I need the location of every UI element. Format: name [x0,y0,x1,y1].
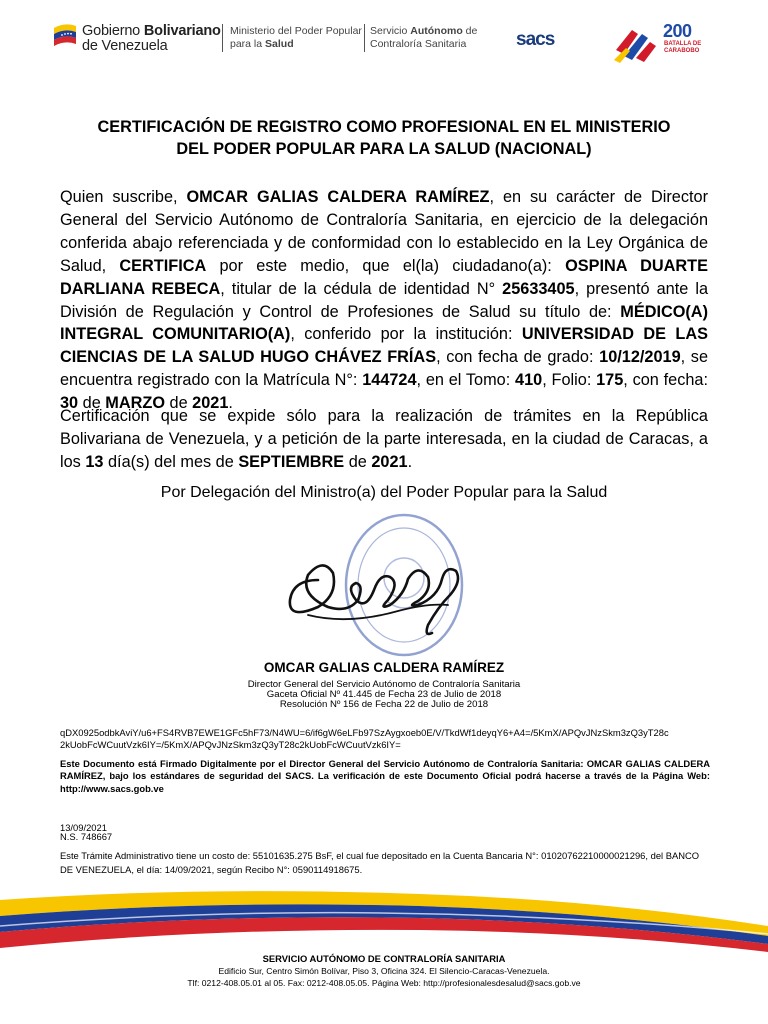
handwritten-signature [278,545,468,645]
document-date: 13/09/2021 [60,822,107,833]
issuance-paragraph: Certificación que se expide sólo para la realización de trámites en la República Bolivariana de Venezuela, y a petición de la parte interesada, en la ciudad de Caracas, a los 13 día(s) del mes de SEPTIEMBRE de 2021. [60,407,708,471]
signer-name: OMCAR GALIAS CALDERA RAMÍREZ [263,660,505,675]
signer-name-inline: OMCAR GALIAS CALDERA RAMÍREZ [186,188,490,206]
header-divider [364,24,365,52]
certificate-title: CERTIFICACIÓN DE REGISTRO COMO PROFESIONAL EN EL MINISTERIO DEL PODER POPULAR PARA LA SALUD (NACIONAL) [97,118,671,158]
digital-signature-note: Este Documento está Firmado Digitalmente por el Director General del Servicio Autónomo de Contraloría Sanitaria: OMCAR GALIAS CALDERA RAMÍREZ, bajo los estándares de seguridad del SACS. La verificación de este Documento Oficial podrá hacerse a través de la Página Web: http://www.sacs.gob.ve [60,758,710,794]
footer-address: Edificio Sur, Centro Simón Bolívar, Piso 3, Oficina 324. El Silencio-Caracas-Venezuela. [218,966,550,976]
bicentenario-number: 200 [663,21,692,41]
signer-gaceta: Gaceta Oficial Nº 41.445 de Fecha 23 de Julio de 2018 [266,689,502,700]
venezuela-flag-logo-icon [50,20,80,50]
sacs-label: Servicio Autónomo de Contraloría Sanitaria [370,25,478,50]
document-ns-number: N.S. 748667 [60,831,113,842]
degree-title: MÉDICO(A) INTEGRAL COMUNITARIO(A) [60,302,708,344]
document-header [0,0,768,72]
signer-role: Director General del Servicio Autónomo de Contraloría Sanitaria [247,679,521,690]
id-number: 25633405 [502,279,575,298]
matricula-number: 144724 [362,371,417,390]
grade-date: 10/12/2019 [599,348,681,367]
sacs-logo: sacs [516,29,555,50]
digital-signature-hash: qDX0925odbkAviY/u6+FS4RVB7EWE1GFc5hF73/N4WU=6/if6gW6eLFb97SzAygxoeb0E/V/TkdWf1deyqY6+A4=/5KmX/APQvJNzSkm3zQ3yT28c 2kUobFcWCuutVzk6IY=/5KmX/APQvJNzSkm3zQ3yT28c2kUobFcWCuutVzk6IY= [60,727,669,751]
payment-note: Este Trámite Administrativo tiene un costo de: 55101635.275 BsF, el cual fue depositado en la Cuenta Bancaria N°: 01020762210000021296, del BANCO DE VENEZUELA, el día: 14/09/2021, según Recibo N°: 0590114918675. [60,850,700,875]
signer-resolution: Resolución Nº 156 de Fecha 22 de Julio de 2018 [279,699,489,710]
gobierno-bolivariano-logo-text: Gobierno Bolivariano de Venezuela [82,23,221,54]
ministry-label: Ministerio del Poder Popular para la Salud [230,25,362,50]
certification-paragraph: Quien suscribe, OMCAR GALIAS CALDERA RAMÍREZ, en su carácter de Director General del Servicio Autónomo de Contraloría Sanitaria, en ejercicio de la delegación conferida abajo referenciada y de conformidad con lo establecido en la Ley Orgánica de Salud, CERTIFICA por este medio, que el(la) ciudadano(a): OSPINA DUARTE DARLIANA REBECA, titular de la cédula de identidad N° 25633405, presentó ante la División de Regulación y Control de Profesiones de Salud su título de: MÉDICO(A) INTEGRAL COMUNITARIO(A), conferido por la institución: UNIVERSIDAD DE LAS CIENCIAS DE LA SALUD HUGO CHÁVEZ FRÍAS, con fecha de grado: 10/12/2019, se encuentra registrado con la Matrícula N°: 144724, en el Tomo: 410, Folio: 175, con fecha: 30 de MARZO de 2021. [60,188,708,413]
institution-name: UNIVERSIDAD DE LAS CIENCIAS DE LA SALUD HUGO CHÁVEZ FRÍAS [60,325,708,367]
footer-contact: Tlf: 0212-408.05.01 al 05. Fax: 0212-408.05.05. Página Web: http://profesionalesdesalud@sacs.gob.ve [187,978,581,988]
bicentenario-caption: BATALLA DE CARABOBO [664,41,702,54]
footer-organization: SERVICIO AUTÓNOMO DE CONTRALORÍA SANITARIA [262,953,506,964]
footer-flag-wave [0,886,768,956]
citizen-name: OSPINA DUARTE DARLIANA REBECA [60,256,708,298]
delegation-statement: Por Delegación del Ministro(a) del Poder Popular para la Salud [160,484,608,501]
header-divider [222,24,223,52]
